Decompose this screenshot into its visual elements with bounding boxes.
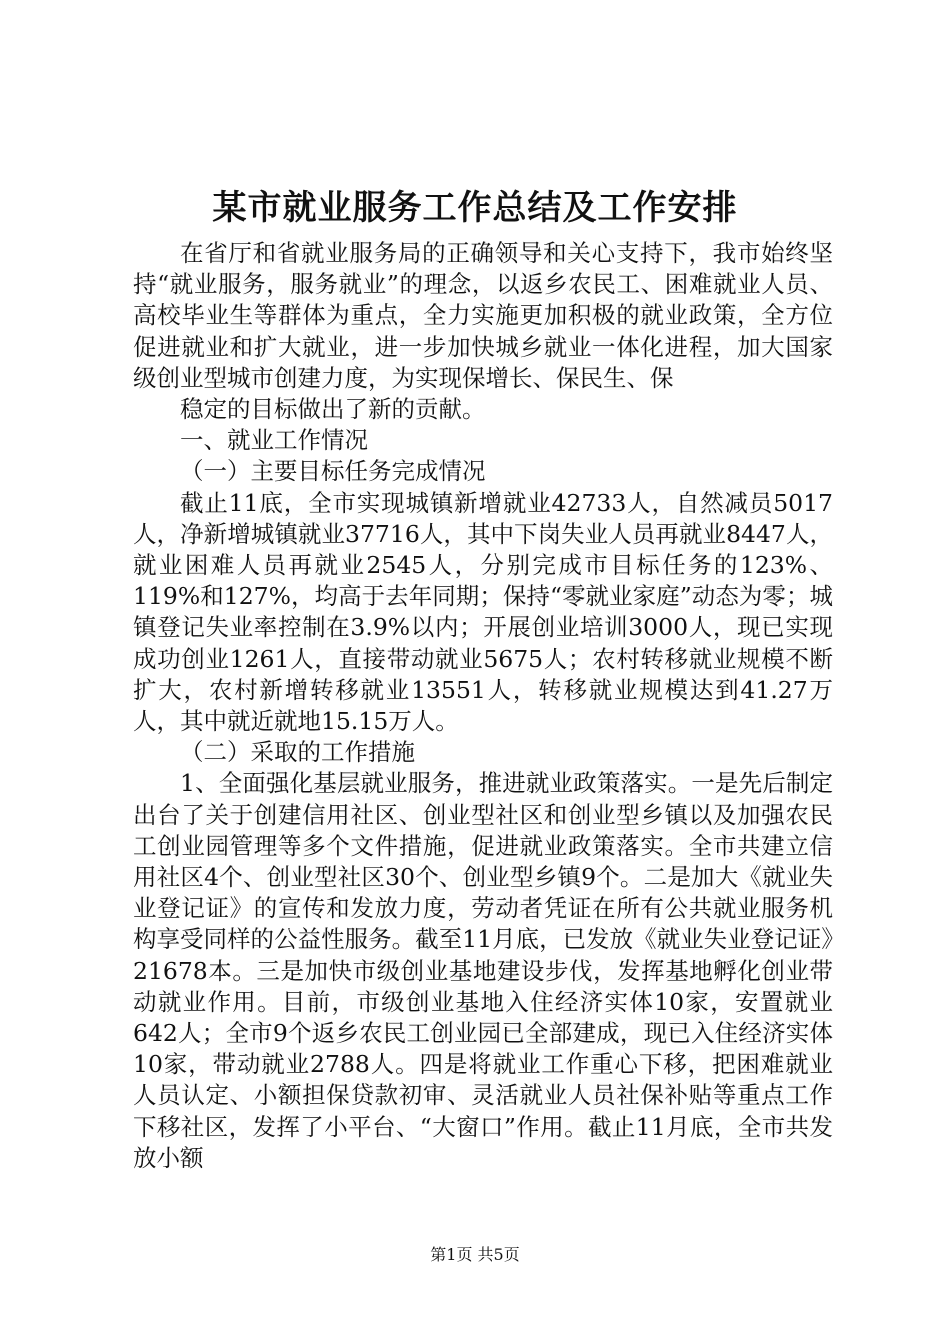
page-footer: 第1页 共5页 xyxy=(430,1245,520,1264)
intro-continuation: 稳定的目标做出了新的贡献。 xyxy=(180,395,486,424)
document-body xyxy=(133,238,833,1174)
section-heading-1: 一、就业工作情况 xyxy=(180,426,368,455)
measures-paragraph: 1、全面强化基层就业服务，推进就业政策落实。一是先后制定出台了关于创建信用社区、创业型社区和创业型乡镇以及加强农民工创业园管理等多个文件措施，促进就业政策落实。全市共建立信用社区4个、创业型社区30个、创业型乡镇9个。二是加大《就业失业登记证》的宣传和发放力度，劳动者凭证在所有公共就业服务机构享受同样的公益性服务。截至11月底，已发放《就业失业登记证》21678本。三是加快市级创业基地建设步伐，发挥基地孵化创业带动就业作用。目前，市级创业基地入住经济实体10家，安置就业642人；全市9个返乡农民工创业园已全部建成，现已入住经济实体10家，带动就业2788人。四是将就业工作重心下移，把困难就业人员认定、小额担保贷款初审、灵活就业人员社保补贴等重点工作下移社区，发挥了小平台、“大窗口”作用。截止11月底，全市共发放小额 xyxy=(133,769,833,1172)
document-title: 某市就业服务工作总结及工作安排 xyxy=(212,188,738,228)
subsection-heading-2: （二）采取的工作措施 xyxy=(180,738,415,767)
targets-paragraph: 截止11底，全市实现城镇新增就业42733人，自然减员5017人，净新增城镇就业37716人，其中下岗失业人员再就业8447人，就业困难人员再就业2545人，分别完成市目标任务的123%、119%和127%，均高于去年同期；保持“零就业家庭”动态为零；城镇登记失业率控制在3.9%以内；开展创业培训3000人，现已实现成功创业1261人，直接带动就业5675人；农村转移就业规模不断扩大，农村新增转移就业13551人，转移就业规模达到41.27万人，其中就近就地15.15万人。 xyxy=(133,488,833,736)
subsection-heading-1: （一）主要目标任务完成情况 xyxy=(180,457,486,486)
intro-paragraph: 在省厅和省就业服务局的正确领导和关心支持下，我市始终坚持“就业服务，服务就业”的理念，以返乡农民工、困难就业人员、高校毕业生等群体为重点，全力实施更加积极的就业政策，全方位促进就业和扩大就业，进一步加快城乡就业一体化进程，加大国家级创业型城市创建力度，为实现保增长、保民生、保 xyxy=(133,239,833,392)
